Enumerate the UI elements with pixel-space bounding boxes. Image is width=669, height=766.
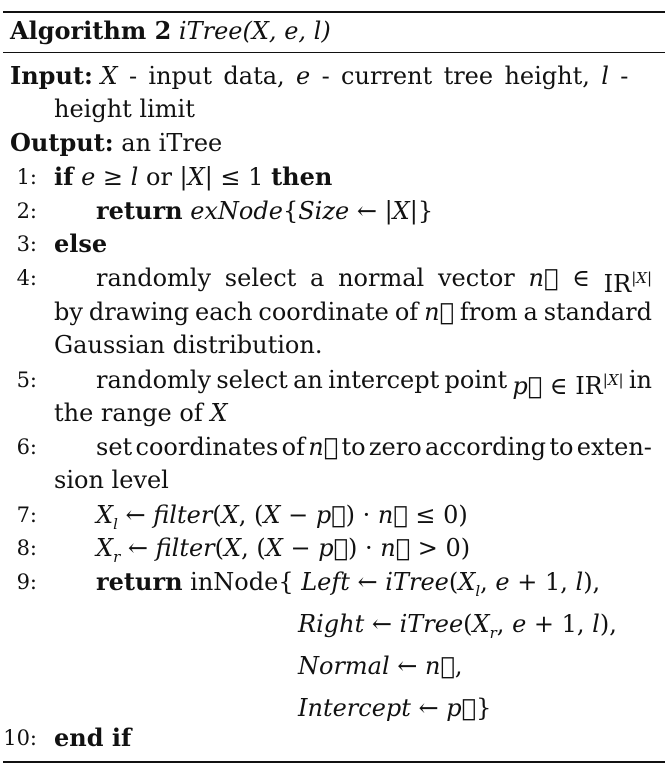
input-description: X - input data, e - current tree height, l - — [100, 62, 629, 90]
step-number-9: 9: — [16, 570, 37, 594]
step-4-line-2: by drawing each coordinate of n⃗ from a standard — [54, 298, 652, 326]
step-5-line-1: randomly select an intercept point p⃗ ∈ $IR^{|X|}$ in — [96, 366, 652, 400]
input-line-2: height limit — [54, 95, 195, 123]
step-9-line-2: Right ← $iTree(X_r$, e + 1, l), — [298, 610, 617, 642]
step-number-4: 4: — [16, 266, 37, 290]
step-9-line-3: Normal ← n⃗, — [298, 652, 463, 680]
step-4-line-3: Gaussian distribution. — [54, 331, 323, 359]
output-line — [10, 128, 222, 158]
algorithm-args: (X, e, l) — [242, 17, 331, 45]
step-2: return exNode{Size ← |X|} — [96, 196, 434, 225]
header-rule — [3, 52, 665, 53]
algorithm-title — [10, 16, 331, 46]
step-3: else — [54, 229, 108, 258]
step-9-line-4: Intercept ← p⃗} — [298, 694, 492, 722]
step-number-1: 1: — [16, 165, 37, 189]
step-6-line-2: sion level — [54, 466, 169, 494]
output-text: an iTree — [121, 129, 223, 157]
step-number-8: 8: — [16, 536, 37, 560]
step-number-3: 3: — [16, 232, 37, 256]
bottom-rule — [3, 761, 665, 763]
output-keyword: Output: — [10, 128, 114, 157]
step-9-line-1: return inNode{ Left ← $iTree(X_l$, e + 1, l), — [96, 567, 601, 600]
step-6-line-1: set coordinates of n⃗ to zero according to exten- — [96, 433, 652, 461]
input-keyword: Input: — [10, 61, 93, 90]
step-10: end if — [54, 723, 132, 752]
step-number-10: 10: — [3, 726, 37, 750]
step-number-2: 2: — [16, 199, 37, 223]
step-1: if e ≥ l or |X| ≤ 1 then — [54, 162, 333, 191]
algorithm-name: iTree — [178, 17, 243, 45]
top-rule — [3, 11, 665, 13]
algorithm-label: Algorithm 2 — [10, 16, 172, 45]
input-line-1 — [10, 61, 629, 91]
step-number-6: 6: — [16, 435, 37, 459]
step-number-5: 5: — [16, 368, 37, 392]
step-5-line-2: the range of X — [54, 399, 228, 427]
step-8: $X_r$ ← filter(X, (X − p⃗) · n⃗ > 0) — [96, 534, 471, 566]
step-number-7: 7: — [16, 503, 37, 527]
step-7: $X_l$ ← filter(X, (X − p⃗) · n⃗ ≤ 0) — [96, 501, 468, 533]
step-4-line-1: randomly select a normal vector n⃗ ∈ $IR^{|X|}$ — [96, 264, 652, 298]
